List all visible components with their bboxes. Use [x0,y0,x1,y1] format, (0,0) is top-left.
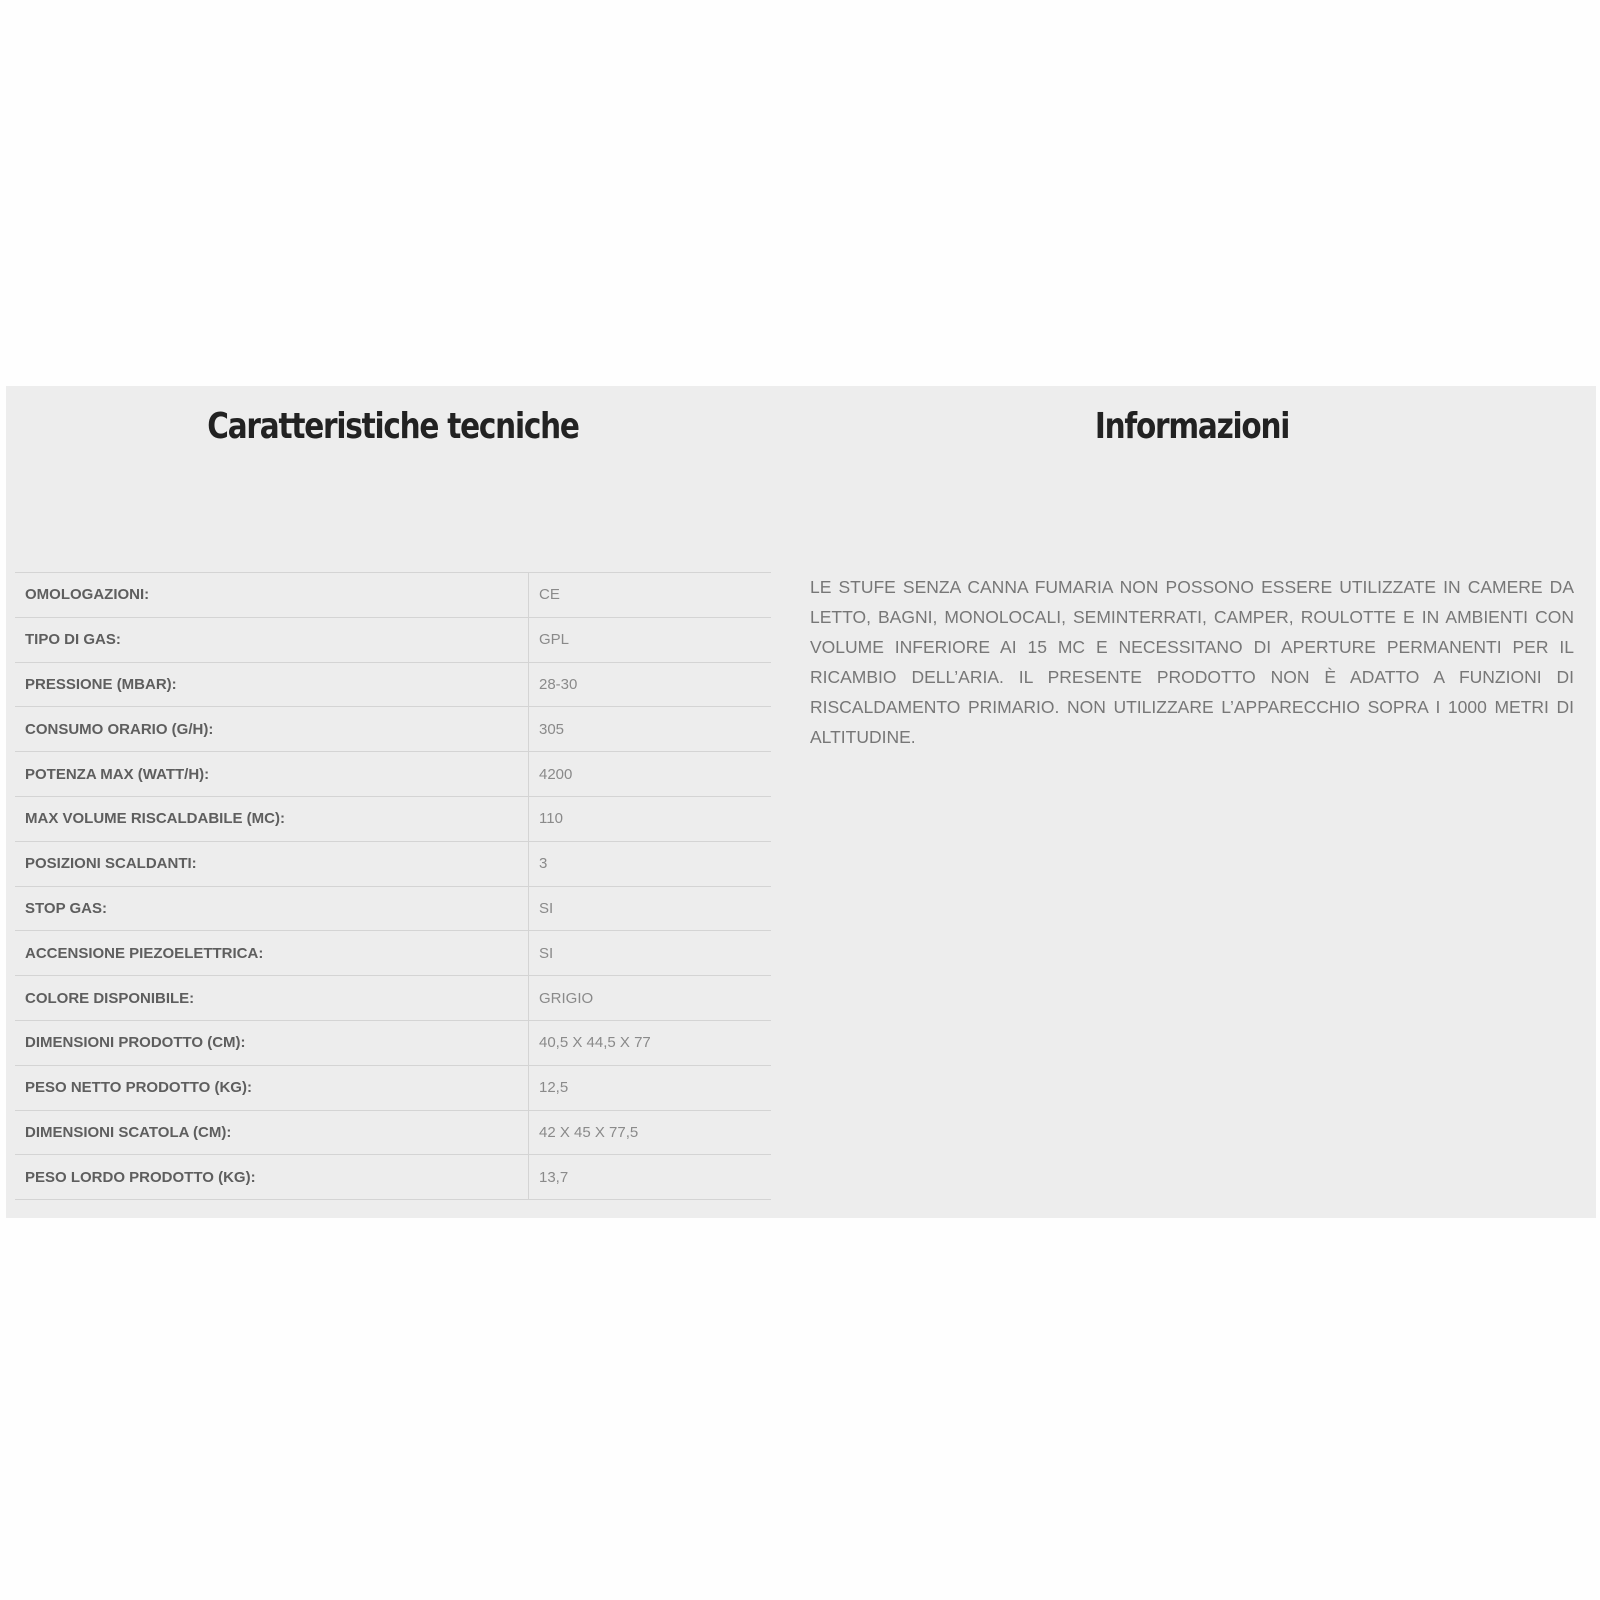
spec-label: STOP GAS: [15,886,529,931]
spec-label: PRESSIONE (MBAR): [15,662,529,707]
spec-value: 42 X 45 X 77,5 [529,1110,772,1155]
specs-title: Caratteristiche tecniche [207,406,579,447]
table-row [15,931,771,976]
spec-label: POTENZA MAX (WATT/H): [15,752,529,797]
spec-label: DIMENSIONI PRODOTTO (CM): [15,1020,529,1065]
info-title: Informazioni [1094,406,1290,447]
spec-label: ACCENSIONE PIEZOELETTRICA: [15,931,529,976]
spec-label: TIPO DI GAS: [15,617,529,662]
table-row [15,617,771,662]
info-column [810,386,1574,1218]
spec-label: PESO LORDO PRODOTTO (KG): [15,1155,529,1200]
table-row [15,1020,771,1065]
table-row [15,976,771,1021]
spec-value: 40,5 X 44,5 X 77 [529,1020,772,1065]
spec-label: DIMENSIONI SCATOLA (CM): [15,1110,529,1155]
table-row [15,752,771,797]
spec-value: SI [529,886,772,931]
table-row [15,707,771,752]
spec-value: 305 [529,707,772,752]
table-row [15,796,771,841]
table-row [15,573,771,618]
spec-label: POSIZIONI SCALDANTI: [15,841,529,886]
spec-label: COLORE DISPONIBILE: [15,976,529,1021]
spec-label: CONSUMO ORARIO (G/H): [15,707,529,752]
spec-value: SI [529,931,772,976]
spec-value: 13,7 [529,1155,772,1200]
spec-label: PESO NETTO PRODOTTO (KG): [15,1065,529,1110]
table-row [15,1065,771,1110]
spec-label: OMOLOGAZIONI: [15,573,529,618]
table-row [15,841,771,886]
spec-value: 3 [529,841,772,886]
spec-value: GPL [529,617,772,662]
info-text: LE STUFE SENZA CANNA FUMARIA NON POSSONO ESSERE UTILIZZATE IN CAMERE DA LETTO, BAGNI, MONOLOCALI, SEMINTERRATI, CAMPER, ROULOTTE E IN AMBIENTI CON VOLUME INFERIORE AI 15 MC E NECESSITANO DI APERTURE PERMANENTI PER IL RICAMBIO DELL’ARIA. IL PRESENTE PRODOTTO NON È ADATTO A FUNZIONI DI RISCALDAMENTO PRIMARIO. NON UTILIZZARE L’APPARECCHIO SOPRA I 1000 METRI DI ALTITUDINE. [810,577,1574,747]
table-row [15,1155,771,1200]
spec-value: 4200 [529,752,772,797]
table-row [15,886,771,931]
spec-value: 28-30 [529,662,772,707]
spec-label: MAX VOLUME RISCALDABILE (MC): [15,796,529,841]
table-row [15,1110,771,1155]
spec-value: GRIGIO [529,976,772,1021]
spec-value: 110 [529,796,772,841]
specs-column [15,386,771,1218]
specs-table [15,572,771,1200]
spec-value: 12,5 [529,1065,772,1110]
product-details-panel [6,386,1596,1218]
table-row [15,662,771,707]
spec-value: CE [529,573,772,618]
